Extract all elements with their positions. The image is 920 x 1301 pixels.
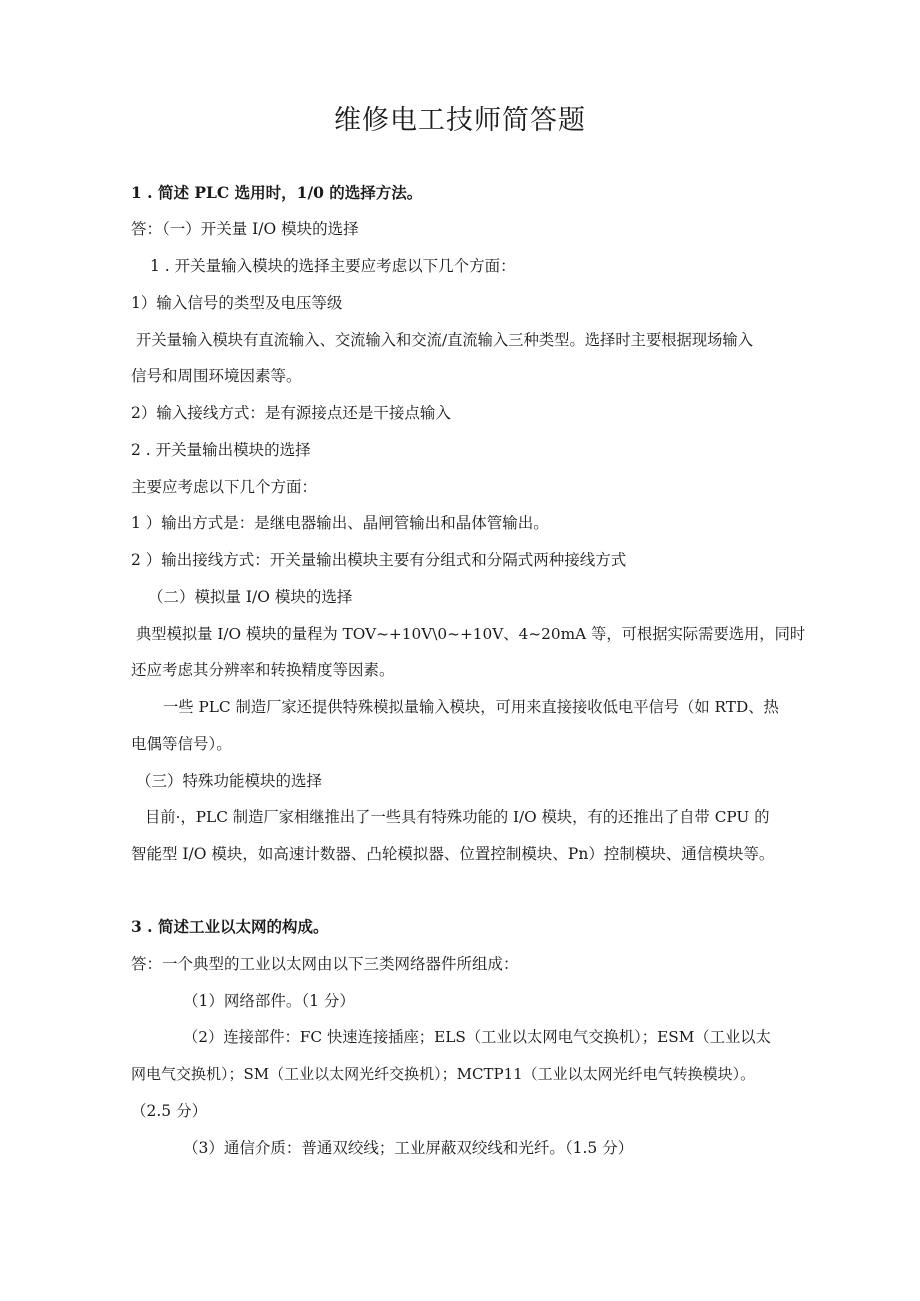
q1-part-3-title: （三）特殊功能模块的选择 xyxy=(136,772,323,790)
q1-part-2-line-1: 典型模拟量 I/O 模块的量程为 TOV~+10V\0~+10V、4~20mA 等，可根据实际需要选用，同时 xyxy=(136,625,806,643)
q3-item-3: （3）通信介质：普通双绞线；工业屏蔽双绞线和光纤。（1.5 分） xyxy=(183,1139,634,1157)
q1-part-2-paragraph-2-line-2: 电偶等信号）。 xyxy=(131,735,232,753)
q1-section-1-item-2: 2）输入接线方式：是有源接点还是干接点输入 xyxy=(131,404,451,422)
q3-item-2-line-2: 网电气交换机）；SM（工业以太网光纤交换机）；MCTP11（工业以太网光纤电气转换模块）。 xyxy=(131,1065,756,1083)
q1-section-1-paragraph-line-2: 信号和周围环境因素等。 xyxy=(131,367,302,385)
q3-item-2-line-1: （2）连接部件：FC 快速连接插座；ELS（工业以太网电气交换机）；ESM（工业以太 xyxy=(183,1028,771,1046)
q1-part-3-line-2: 智能型 I/O 模块，如高速计数器、凸轮模拟器、位置控制模块、Pn）控制模块、通信模块等。 xyxy=(131,845,775,863)
q1-section-2-intro: 主要应考虑以下几个方面： xyxy=(131,478,318,496)
question-3-heading: 3 . 简述工业以太网的构成。 xyxy=(131,917,329,936)
q1-section-2-item-2: 2 ）输出接线方式：开关量输出模块主要有分组式和分隔式两种接线方式 xyxy=(131,551,627,569)
q1-part-2-paragraph-2-line-1: 一些 PLC 制造厂家还提供特殊模拟量输入模块，可用来直接接收低电平信号（如 RTD、热 xyxy=(163,698,779,716)
q1-section-1-item-1: 1）输入信号的类型及电压等级 xyxy=(131,294,343,312)
q3-item-2-line-3: （2.5 分） xyxy=(131,1102,208,1120)
q1-section-1-paragraph-line-1: 开关量输入模块有直流输入、交流输入和交流/直流输入三种类型。选择时主要根据现场输入 xyxy=(136,331,754,349)
q3-answer-intro: 答：一个典型的工业以太网由以下三类网络器件所组成： xyxy=(131,955,519,973)
q1-section-1-title: 1 . 开关量输入模块的选择主要应考虑以下几个方面： xyxy=(150,257,516,275)
q1-part-2-line-2: 还应考虑其分辨率和转换精度等因素。 xyxy=(131,661,395,679)
q1-part-3-line-1: 目前·，PLC 制造厂家相继推出了一些具有特殊功能的 I/O 模块，有的还推出了自带 CPU 的 xyxy=(145,808,770,826)
q1-section-2-title: 2 . 开关量输出模块的选择 xyxy=(131,441,311,459)
q1-answer-intro: 答：（一）开关量 I/O 模块的选择 xyxy=(131,220,359,238)
q3-item-1: （1）网络部件。（1 分） xyxy=(183,992,355,1010)
q1-part-2-title: （二）模拟量 I/O 模块的选择 xyxy=(148,588,353,606)
q1-section-2-item-1: 1 ）输出方式是：是继电器输出、晶闸管输出和晶体管输出。 xyxy=(131,514,549,532)
question-1-heading: 1 . 简述 PLC 选用时，1/0 的选择方法。 xyxy=(131,183,423,202)
document-title: 维修电工技师简答题 xyxy=(334,105,586,136)
